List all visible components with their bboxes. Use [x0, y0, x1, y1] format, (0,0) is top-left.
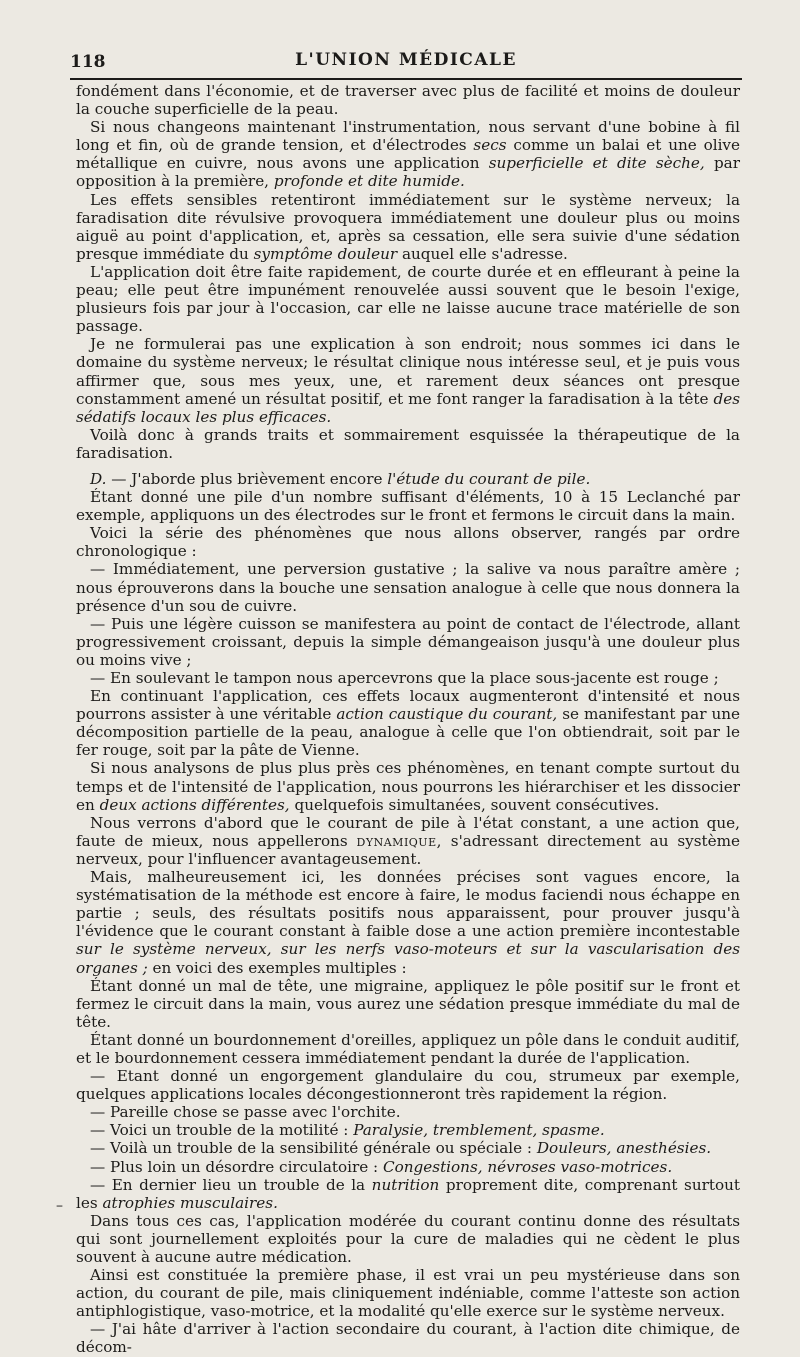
list-item: — Voilà un trouble de la sensibilité générale ou spéciale : Douleurs, anesthésies. — [90, 1139, 712, 1158]
italic-run: Congestions, névroses vaso-motrices. — [383, 1157, 673, 1176]
list-item: — Etant donné un engorgement glandulaire du cou, strumeux par exemple, quelques applications locales décongestionneront très rapidement la région. — [76, 1067, 740, 1104]
paragraph: Ainsi est constituée la première phase, il est vrai un peu mystérieuse dans son action, du courant de pile, mais cliniquement indéniable, comme l'atteste son action antiphlogistique, vaso-motrice, et la modalité qu'elle exerce sur le système nerveux. — [76, 1266, 740, 1321]
italic-run: Paralysie, tremblement, spasme. — [353, 1121, 605, 1140]
list-item: — Voici un trouble de la motilité : Paralysie, tremblement, spasme. — [90, 1121, 605, 1140]
italic-run: superficielle et dite sèche, — [488, 154, 705, 173]
running-title: L'UNION MÉDICALE — [295, 50, 517, 70]
paragraph: En continuant l'application, ces effets locaux augmenteront d'intensité et nous pourrons assister à une véritable action caustique du courant, se manifestant par une décomposition partielle de la peau, analogue à celle que l'on obtiendrait, soit par le fer rouge, soit par la pâte de Vienne. — [76, 687, 741, 760]
paragraph: Étant donné une pile d'un nombre suffisant d'éléments, 10 à 15 Leclanché par exemple, appliquons un des électrodes sur le front et fermons le circuit dans la main. — [76, 488, 740, 525]
paragraph: Je ne formulerai pas une explication à son endroit; nous sommes ici dans le domaine du système nerveux; le résultat clinique nous intéresse seul, et je puis vous affirmer que, sous mes yeux, une, et rarement deux séances ont presque constamment amené un résultat positif, et me font ranger la faradisation à la tête des sédatifs locaux les plus efficaces. — [76, 335, 740, 426]
paragraph: L'application doit être faite rapidement, de courte durée et en effleurant à peine la peau; elle peut être impunément renouvelée aussi souvent que le besoin l'exige, plusieurs fois par jour à l'occasion, car elle ne laisse aucune trace matérielle de son passage. — [76, 262, 740, 336]
italic-run: profonde et dite humide. — [273, 172, 465, 191]
list-item: — En soulevant le tampon nous apercevrons que la place sous-jacente est rouge ; — [90, 669, 719, 687]
paragraph: Voilà donc à grands traits et sommairement esquissée la thérapeutique de la faradisation. — [76, 425, 740, 462]
italic-run: symptôme douleur — [253, 244, 398, 263]
italic-run: sur le système nerveux, sur les nerfs vaso-moteurs et sur la vascularisation des organes ; — [76, 940, 740, 977]
page-number: 118 — [70, 52, 106, 72]
paragraph: fondément dans l'économie, et de traverser avec plus de facilité et moins de douleur la couche superficielle de la peau. — [76, 82, 740, 119]
list-item: — Pareille chose se passe avec l'orchite. — [90, 1103, 401, 1122]
body-text — [76, 82, 740, 1357]
paragraph: — J'ai hâte d'arriver à l'action secondaire du courant, à l'action dite chimique, de décom- — [76, 1320, 740, 1357]
paragraph: Mais, malheureusement ici, les données précises sont vagues encore, la systématisation de la méthode est encore à faire, le modus faciendi nous échappe en partie ; seuls, des résultats positifs nous apparaissent, pour prouver jusqu'à l'évidence que le courant constant à faible dose a une action première incontestable sur le système nerveux, sur les nerfs vaso-moteurs et sur la vascularisation des organes ; en voici des exemples multiples : — [76, 868, 740, 977]
italic-run: Douleurs, anesthésies. — [536, 1139, 712, 1158]
italic-run: D. — [90, 469, 107, 488]
paragraph: Nous verrons d'abord que le courant de pile à l'état constant, a une action que, faute de mieux, nous appellerons dynamique, s'adressant directement au système nerveux, pour l'influencer avantageusement. — [76, 813, 740, 868]
paragraph: Si nous analysons de plus plus près ces phénomènes, en tenant compte surtout du temps et de l'intensité de l'application, nous pourrons les hiérarchiser et les dissocier en deux actions différentes, quelquefois simultanées, souvent consécutives. — [76, 759, 740, 814]
paragraph: Voici la série des phénomènes que nous allons observer, rangés par ordre chronologique : — [76, 524, 740, 561]
italic-run: secs — [473, 136, 507, 155]
small-caps-run: dynamique, — [356, 831, 442, 850]
list-item: — En dernier lieu un trouble de la nutrition proprement dite, comprenant surtout les atrophies musculaires. — [76, 1175, 741, 1212]
italic-run: nutrition — [371, 1175, 440, 1194]
paragraph: Étant donné un mal de tête, une migraine, appliquez le pôle positif sur le front et fermez le circuit dans la main, vous aurez une sédation presque immédiate du mal de tête. — [76, 976, 740, 1031]
paragraph: Dans tous ces cas, l'application modérée du courant continu donne des résultats qui sont journellement exploités pour la cure de maladies qui ne cèdent le plus souvent à aucune autre médication. — [76, 1211, 740, 1266]
header-rule — [70, 78, 742, 80]
paragraph: Les effets sensibles retentiront immédiatement sur le système nerveux; la faradisation dite révulsive provoquera immédiatement une douleur plus ou moins aiguë au point d'application, et, après sa cessation, elle sera suivie d'une sédation presque immédiate du symptôme douleur auquel elle s'adresse. — [76, 190, 740, 263]
italic-run: des sédatifs locaux les plus efficaces. — [76, 389, 740, 426]
paragraph: Étant donné un bourdonnement d'oreilles, appliquez un pôle dans le conduit auditif, et le bourdonnement cessera immédiatement pendant la durée de l'application. — [76, 1030, 740, 1067]
list-item: — Puis une légère cuisson se manifestera au point de contact de l'électrode, allant progressivement croissant, depuis la simple démangeaison jusqu'à une douleur plus ou moins vive ; — [76, 614, 740, 669]
section-heading-paragraph: D. — J'aborde plus brièvement encore l'étude du courant de pile. — [90, 469, 591, 488]
italic-run: atrophies musculaires. — [102, 1193, 278, 1212]
paragraph: Si nous changeons maintenant l'instrumentation, nous servant d'une bobine à fil long et fin, où de grande tension, et d'électrodes secs comme un balai et une olive métallique en cuivre, nous avons une application superficielle et dite sèche, par opposition à la première, profonde et dite humide. — [76, 118, 740, 191]
list-item: — Plus loin un désordre circulatoire : Congestions, névroses vaso-motrices. — [90, 1157, 673, 1176]
margin-mark: – — [56, 1198, 63, 1214]
list-item: — Immédiatement, une perversion gustative ; la salive va nous paraître amère ; nous éprouverons dans la bouche une sensation analogue à celle que nous donnera la présence d'un sou de cuivre. — [76, 560, 740, 615]
italic-run: deux actions différentes, — [99, 795, 290, 814]
italic-run: action caustique du courant, — [336, 705, 558, 724]
italic-run: l'étude du courant de pile. — [387, 469, 591, 488]
page-header — [70, 46, 742, 74]
